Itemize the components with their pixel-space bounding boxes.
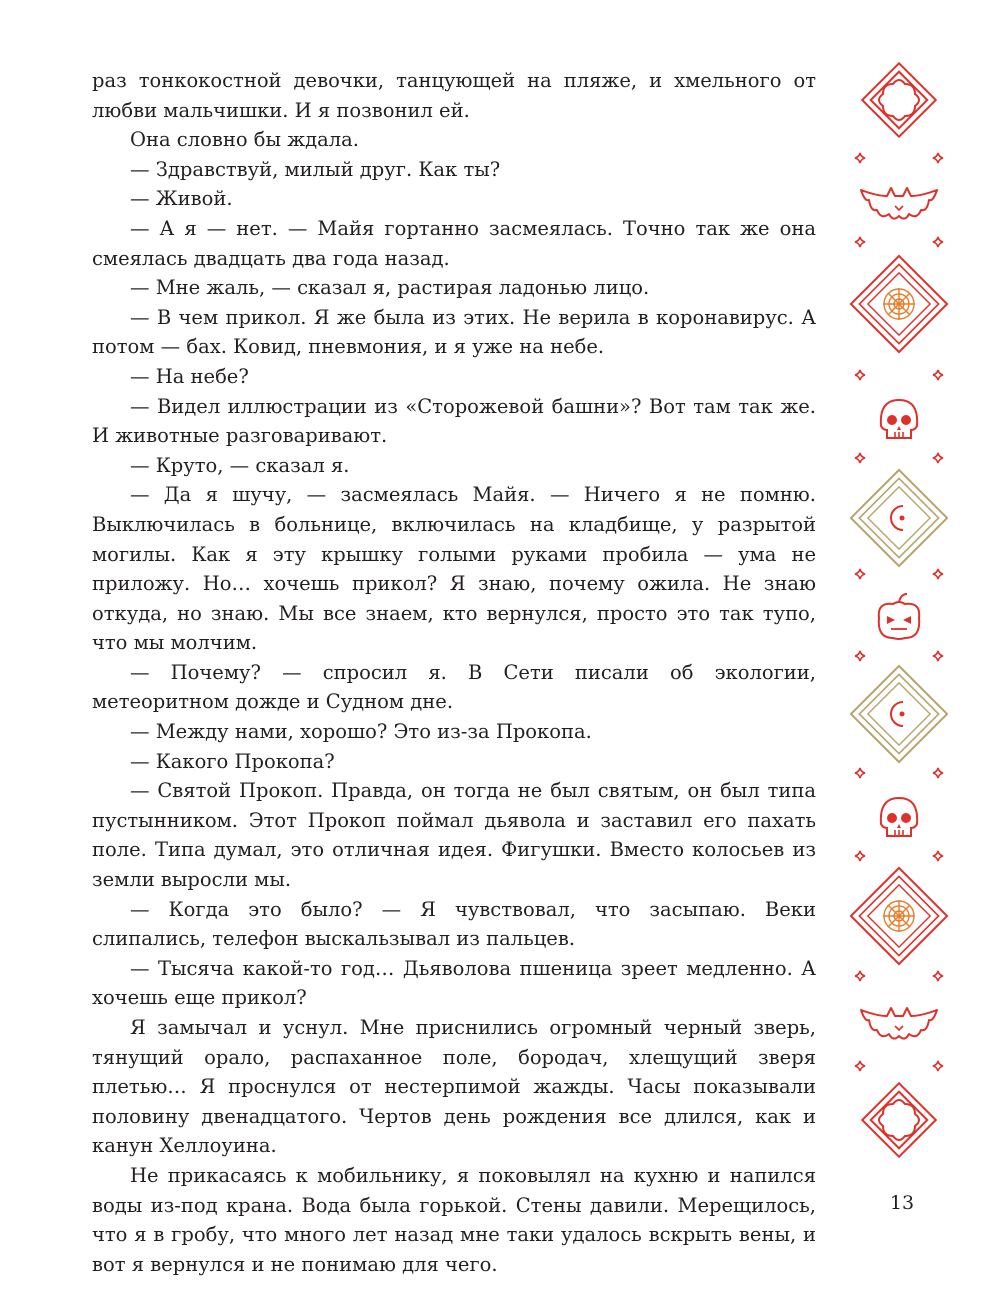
paragraph: — Святой Прокоп. Правда, он тогда не был святым, он был типа пустынником. Этот Прокоп поймал дьявола и заставил его пахать поле. Типа думал, это отличная идея. Фигушки. Вместо колосьев из земли выросли мы. — [92, 779, 816, 892]
paragraph: — Когда это было? — Я чувствовал, что засыпаю. Веки слипались, телефон выскальзывал из пальцев. — [92, 897, 816, 951]
quatrefoil-diamond-icon — [862, 1083, 936, 1157]
spiderweb-diamond-icon — [851, 868, 947, 964]
skull-icon — [881, 400, 917, 438]
paragraph: Я замычал и уснул. Мне приснились огромный черный зверь, тянущий орало, распаханное поле, бородач, хлещущий зверя плетью… Я проснулся от нестерпимой жажды. Часы показывали половину двенадцатого. Чертов день рождения все длился, как и канун Хеллоуина. — [92, 1016, 816, 1158]
sparkle-icon — [855, 453, 865, 463]
paragraph: Она словно бы ждала. — [130, 128, 360, 152]
sparkle-icon — [933, 569, 943, 579]
paragraph: — Здравствуй, милый друг. Как ты? — [130, 157, 501, 181]
sparkle-icon — [933, 237, 943, 247]
crescent-diamond-icon — [851, 666, 947, 762]
sparkle-icon — [855, 153, 865, 163]
paragraph: — В чем прикол. Я же была из этих. Не верила в коронавирус. А потом — бах. Ковид, пневмония, и я уже на небе. — [92, 305, 816, 359]
paragraph: — На небе? — [130, 364, 249, 388]
sparkle-icon — [855, 1061, 865, 1071]
sparkle-icon — [855, 569, 865, 579]
sparkle-icon — [933, 851, 943, 861]
sparkle-icon — [855, 971, 865, 981]
paragraph: — Между нами, хорошо? Это из-за Прокопа. — [130, 720, 592, 744]
sparkle-icon — [855, 851, 865, 861]
ornament-strip — [838, 60, 958, 1170]
sparkle-icon — [933, 453, 943, 463]
bat-icon — [861, 1008, 937, 1039]
paragraph: — Тысяча какой-то год… Дьяволова пшеница зреет медленно. А хочешь еще прикол? — [92, 956, 816, 1010]
ornament-column — [838, 60, 958, 1170]
paragraph: — Живой. — [130, 187, 233, 211]
crescent-diamond-icon — [851, 470, 947, 566]
sparkle-icon — [933, 370, 943, 380]
paragraph: — Какого Прокопа? — [130, 749, 335, 773]
body-text — [92, 66, 816, 1279]
paragraph: — Да я шучу, — засмеялась Майя. — Ничего я не помню. Выключилась в больнице, включилась на кладбище, у разрытой могилы. Как я эту крышку голыми руками пробила — ума не приложу. Но… хочешь прикол? Я знаю, почему ожила. Не знаю откуда, но знаю. Мы все знаем, кто вернулся, просто это так тупо, что мы молчим. — [92, 483, 816, 655]
paragraph: — Видел иллюстрации из «Сторожевой башни»? Вот там так же. И животные разговаривают. — [92, 394, 816, 448]
paragraph: раз тонкокостной девочки, танцующей на пляже, и хмельного от любви мальчишки. И я позвонил ей. — [92, 69, 816, 122]
paragraph: — Круто, — сказал я. — [130, 453, 350, 477]
spiderweb-diamond-icon — [851, 256, 947, 352]
sparkle-icon — [855, 370, 865, 380]
skull-icon — [881, 798, 917, 836]
page-number: 13 — [889, 1192, 915, 1214]
sparkle-icon — [933, 651, 943, 661]
paragraph: — А я — нет. — Майя гортанно засмеялась. Точно так же она смеялась двадцать два года назад. — [92, 216, 816, 270]
paragraph: — Мне жаль, — сказал я, растирая ладонью лицо. — [130, 276, 650, 300]
sparkle-icon — [933, 153, 943, 163]
paragraph: Не прикасаясь к мобильнику, я поковылял на кухню и напился воды из-под крана. Вода была горькой. Стены давили. Мерещилось, что я в гробу, что много лет назад мне таки удалось вскрыть вены, и вот я вернулся и не понимаю для чего. — [92, 1163, 816, 1276]
sparkle-icon — [855, 768, 865, 778]
sparkle-icon — [855, 237, 865, 247]
sparkle-icon — [933, 971, 943, 981]
pumpkin-icon — [879, 594, 919, 639]
sparkle-icon — [855, 651, 865, 661]
sparkle-icon — [933, 1061, 943, 1071]
quatrefoil-diamond-icon — [862, 63, 936, 137]
paragraph: — Почему? — спросил я. В Сети писали об экологии, метеоритном дожде и Судном дне. — [92, 660, 816, 714]
sparkle-icon — [933, 768, 943, 778]
bat-icon — [861, 188, 937, 219]
